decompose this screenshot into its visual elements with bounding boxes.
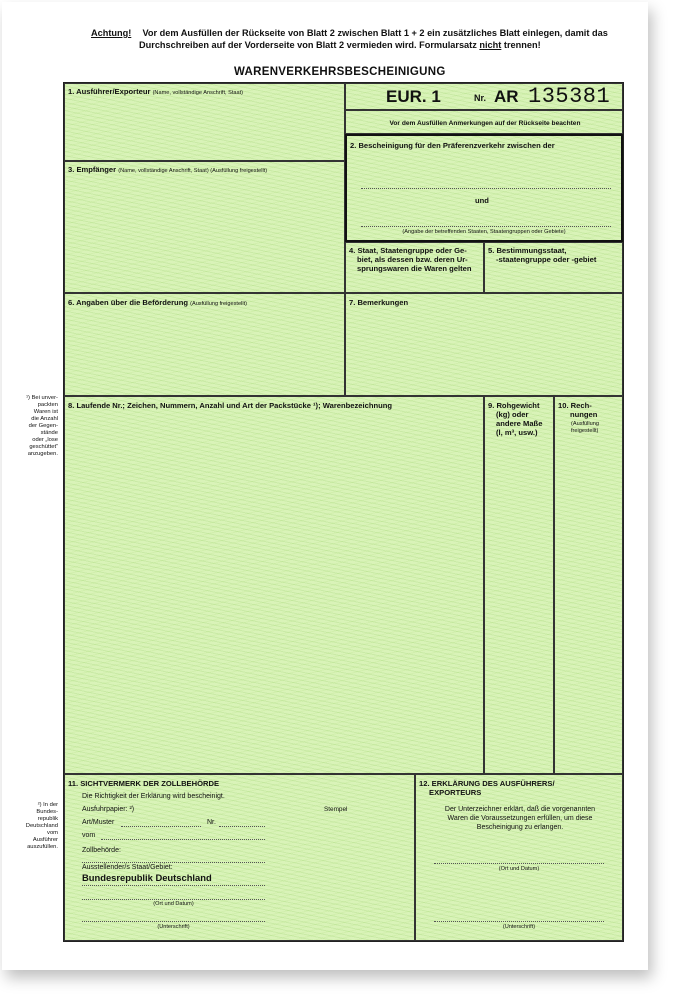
eur1-series: AR (494, 87, 519, 106)
box-6-title: 6. Angaben über die Beförderung (68, 298, 188, 307)
box-6-hint: (Ausfüllung freigestellt) (190, 301, 247, 307)
eur1-nr-label: Nr. (474, 93, 487, 103)
box-3-label (68, 165, 343, 176)
eur1-number: 135381 (528, 84, 611, 109)
box-3-consignee[interactable] (64, 161, 345, 293)
box-11-nr-line (219, 826, 265, 827)
warning-line2 (139, 39, 639, 51)
footnote-1-line: stände (40, 430, 58, 436)
box-12-declaration[interactable] (415, 774, 623, 941)
eur1-note-box (345, 110, 623, 134)
box-12-sign-line (434, 921, 604, 922)
box-9-line: (l, m³, usw.) (496, 428, 538, 437)
footnote-1-line: der Gegen- (28, 423, 58, 429)
footnote-1-line: die Anzahl (31, 416, 58, 422)
box-11-zollbehoerde: Zollbehörde: (82, 847, 121, 854)
box-7-remarks[interactable] (345, 293, 623, 396)
box-11-unterschrift: (Unterschrift) (157, 924, 190, 930)
box-1-exporter[interactable] (64, 83, 345, 161)
box-11-sign-line (82, 921, 265, 922)
box-9-line: andere Maße (496, 419, 543, 428)
box-5-line: 5. Bestimmungsstaat, (488, 246, 567, 255)
box-11-art-muster: Art/Muster (82, 819, 115, 826)
box-9-label (488, 401, 554, 437)
box-11-country: Bundesrepublik Deutschland (82, 872, 212, 883)
footnote-2-line: Ausführer (32, 837, 58, 843)
box-12-text-3: Bescheinigung zu erlangen. (476, 824, 564, 831)
box-12-label (419, 779, 619, 797)
footnote-1-line: oder „lose (32, 437, 58, 443)
box-11-nr: Nr. (207, 819, 216, 826)
warning-label: Achtung! (91, 28, 132, 38)
warning-line1: Vor dem Ausfüllen der Rückseite von Blatt 2 zwischen Blatt 1 + 2 ein zusätzliches Blatt einlegen, damit das (142, 28, 608, 38)
footnote-1-line: ¹) Bei unver- (26, 395, 58, 401)
box-12-text-1: Der Unterzeichner erklärt, daß die vorgenannten (444, 806, 596, 813)
box-2-label: 2. Bescheinigung für den Präferenzverkehr zwischen der (350, 141, 555, 150)
box-4-line: sprungswaren die Waren gelten (357, 264, 472, 273)
footnote-2 (8, 802, 58, 851)
box-1-hint: (Name, vollständige Anschrift, Staat) (152, 90, 244, 96)
box-11-ort-line (82, 899, 265, 900)
box-2-und: und (475, 196, 489, 205)
box-12-unterschrift: (Unterschrift) (502, 924, 536, 930)
box-9-line: (kg) oder (496, 410, 529, 419)
box-11-country-line (82, 885, 265, 886)
box-2-line-2 (361, 226, 611, 227)
box-11-ausfuhrpapier: Ausfuhrpapier: ²) (82, 806, 135, 813)
warning-line2b: trennen! (503, 40, 541, 50)
footnote-2-line: vom (47, 830, 58, 836)
box-4-origin[interactable] (345, 242, 484, 293)
box-10-hint-1: (Ausfüllung (571, 421, 599, 427)
box-11-vom-line (101, 839, 265, 840)
footnote-1-line: Waren ist (33, 409, 58, 415)
box-11-customs[interactable] (64, 774, 415, 941)
form-grid (63, 82, 624, 942)
box-5-label (488, 246, 622, 264)
footnote-2-line: republik (37, 816, 58, 822)
box-6-transport[interactable] (64, 293, 345, 396)
box-10-invoices[interactable] (554, 396, 623, 774)
box-2-hint: (Angabe der betreffenden Staaten, Staatengruppen oder Gebiete) (402, 229, 566, 235)
box-2-preference[interactable] (345, 134, 623, 242)
box-5-line: -staatengruppe oder -gebiet (496, 255, 597, 264)
box-2-line-1 (361, 188, 611, 189)
box-5-destination[interactable] (484, 242, 623, 293)
box-6-label (68, 298, 343, 309)
box-11-vom: vom (82, 832, 96, 839)
footnote-2-line: Bundes- (36, 809, 58, 815)
box-11-art-line (121, 826, 201, 827)
footnote-2-line: Deutschland (25, 823, 58, 829)
box-8-label: 8. Laufende Nr.; Zeichen, Nummern, Anzahl und Art der Packstücke ¹); Warenbezeichnung (68, 401, 393, 410)
box-3-title: 3. Empfänger (68, 165, 117, 174)
box-4-line: biet, als dessen bzw. deren Ur- (357, 255, 468, 264)
box-9-weight[interactable] (484, 396, 554, 774)
box-12-ort-datum: (Ort und Datum) (498, 866, 540, 872)
box-11-stempel: Stempel (324, 806, 348, 813)
footnote-1-line: geschüttet“ (29, 444, 58, 450)
box-9-line: 9. Rohgewicht (488, 401, 540, 410)
box-7-label: 7. Bemerkungen (349, 298, 409, 307)
box-1-title: 1. Ausführer/Exporteur (68, 87, 151, 96)
box-12-ort-line (434, 863, 604, 864)
box-12-text-2: Waren die Voraussetzungen erfüllen, um diese (447, 815, 593, 822)
eur1-header (345, 83, 623, 110)
box-10-hint-2: freigestellt) (571, 428, 599, 434)
box-4-line: 4. Staat, Staatengruppe oder Ge- (349, 246, 467, 255)
warning-line2a: Durchschreiben auf der Vorderseite von Blatt 2 vermieden wird. Formularsatz (139, 40, 477, 50)
box-11-label: 11. SICHTVERMERK DER ZOLLBEHÖRDE (68, 779, 220, 788)
warning-nicht: nicht (479, 40, 502, 50)
footnote-1-line: packten (37, 402, 58, 408)
box-12-line: 12. ERKLÄRUNG DES AUSFÜHRERS/ (419, 779, 555, 788)
footnote-2-line: ²) In der (37, 802, 58, 808)
box-10-line: 10. Rech- (558, 401, 592, 410)
footnote-1 (8, 395, 58, 458)
footnote-2-line: auszufüllen. (27, 844, 58, 850)
box-4-label (349, 246, 483, 273)
eur1-note: Vor dem Ausfüllen Anmerkungen auf der Rückseite beachten (389, 120, 581, 127)
box-11-confirm: Die Richtigkeit der Erklärung wird bescheinigt. (82, 793, 225, 800)
footnote-1-line: anzugeben. (27, 451, 58, 457)
box-3-hint: (Name, vollständige Anschrift, Staat) (Ausfüllung freigestellt) (118, 168, 268, 174)
box-8-goods[interactable] (64, 396, 484, 774)
warning-header (91, 27, 631, 39)
box-12-line: EXPORTEURS (429, 788, 482, 797)
box-11-ausstellender: Ausstellender/s Staat/Gebiet: (82, 864, 173, 871)
document-title: WARENVERKEHRSBESCHEINIGUNG (234, 66, 446, 78)
box-1-label (68, 87, 343, 98)
box-10-label (558, 401, 622, 419)
box-11-ort-datum: (Ort und Datum) (153, 901, 194, 907)
form-sheet (2, 2, 648, 970)
box-10-line: nungen (570, 410, 598, 419)
eur1-code: EUR. 1 (386, 87, 441, 106)
